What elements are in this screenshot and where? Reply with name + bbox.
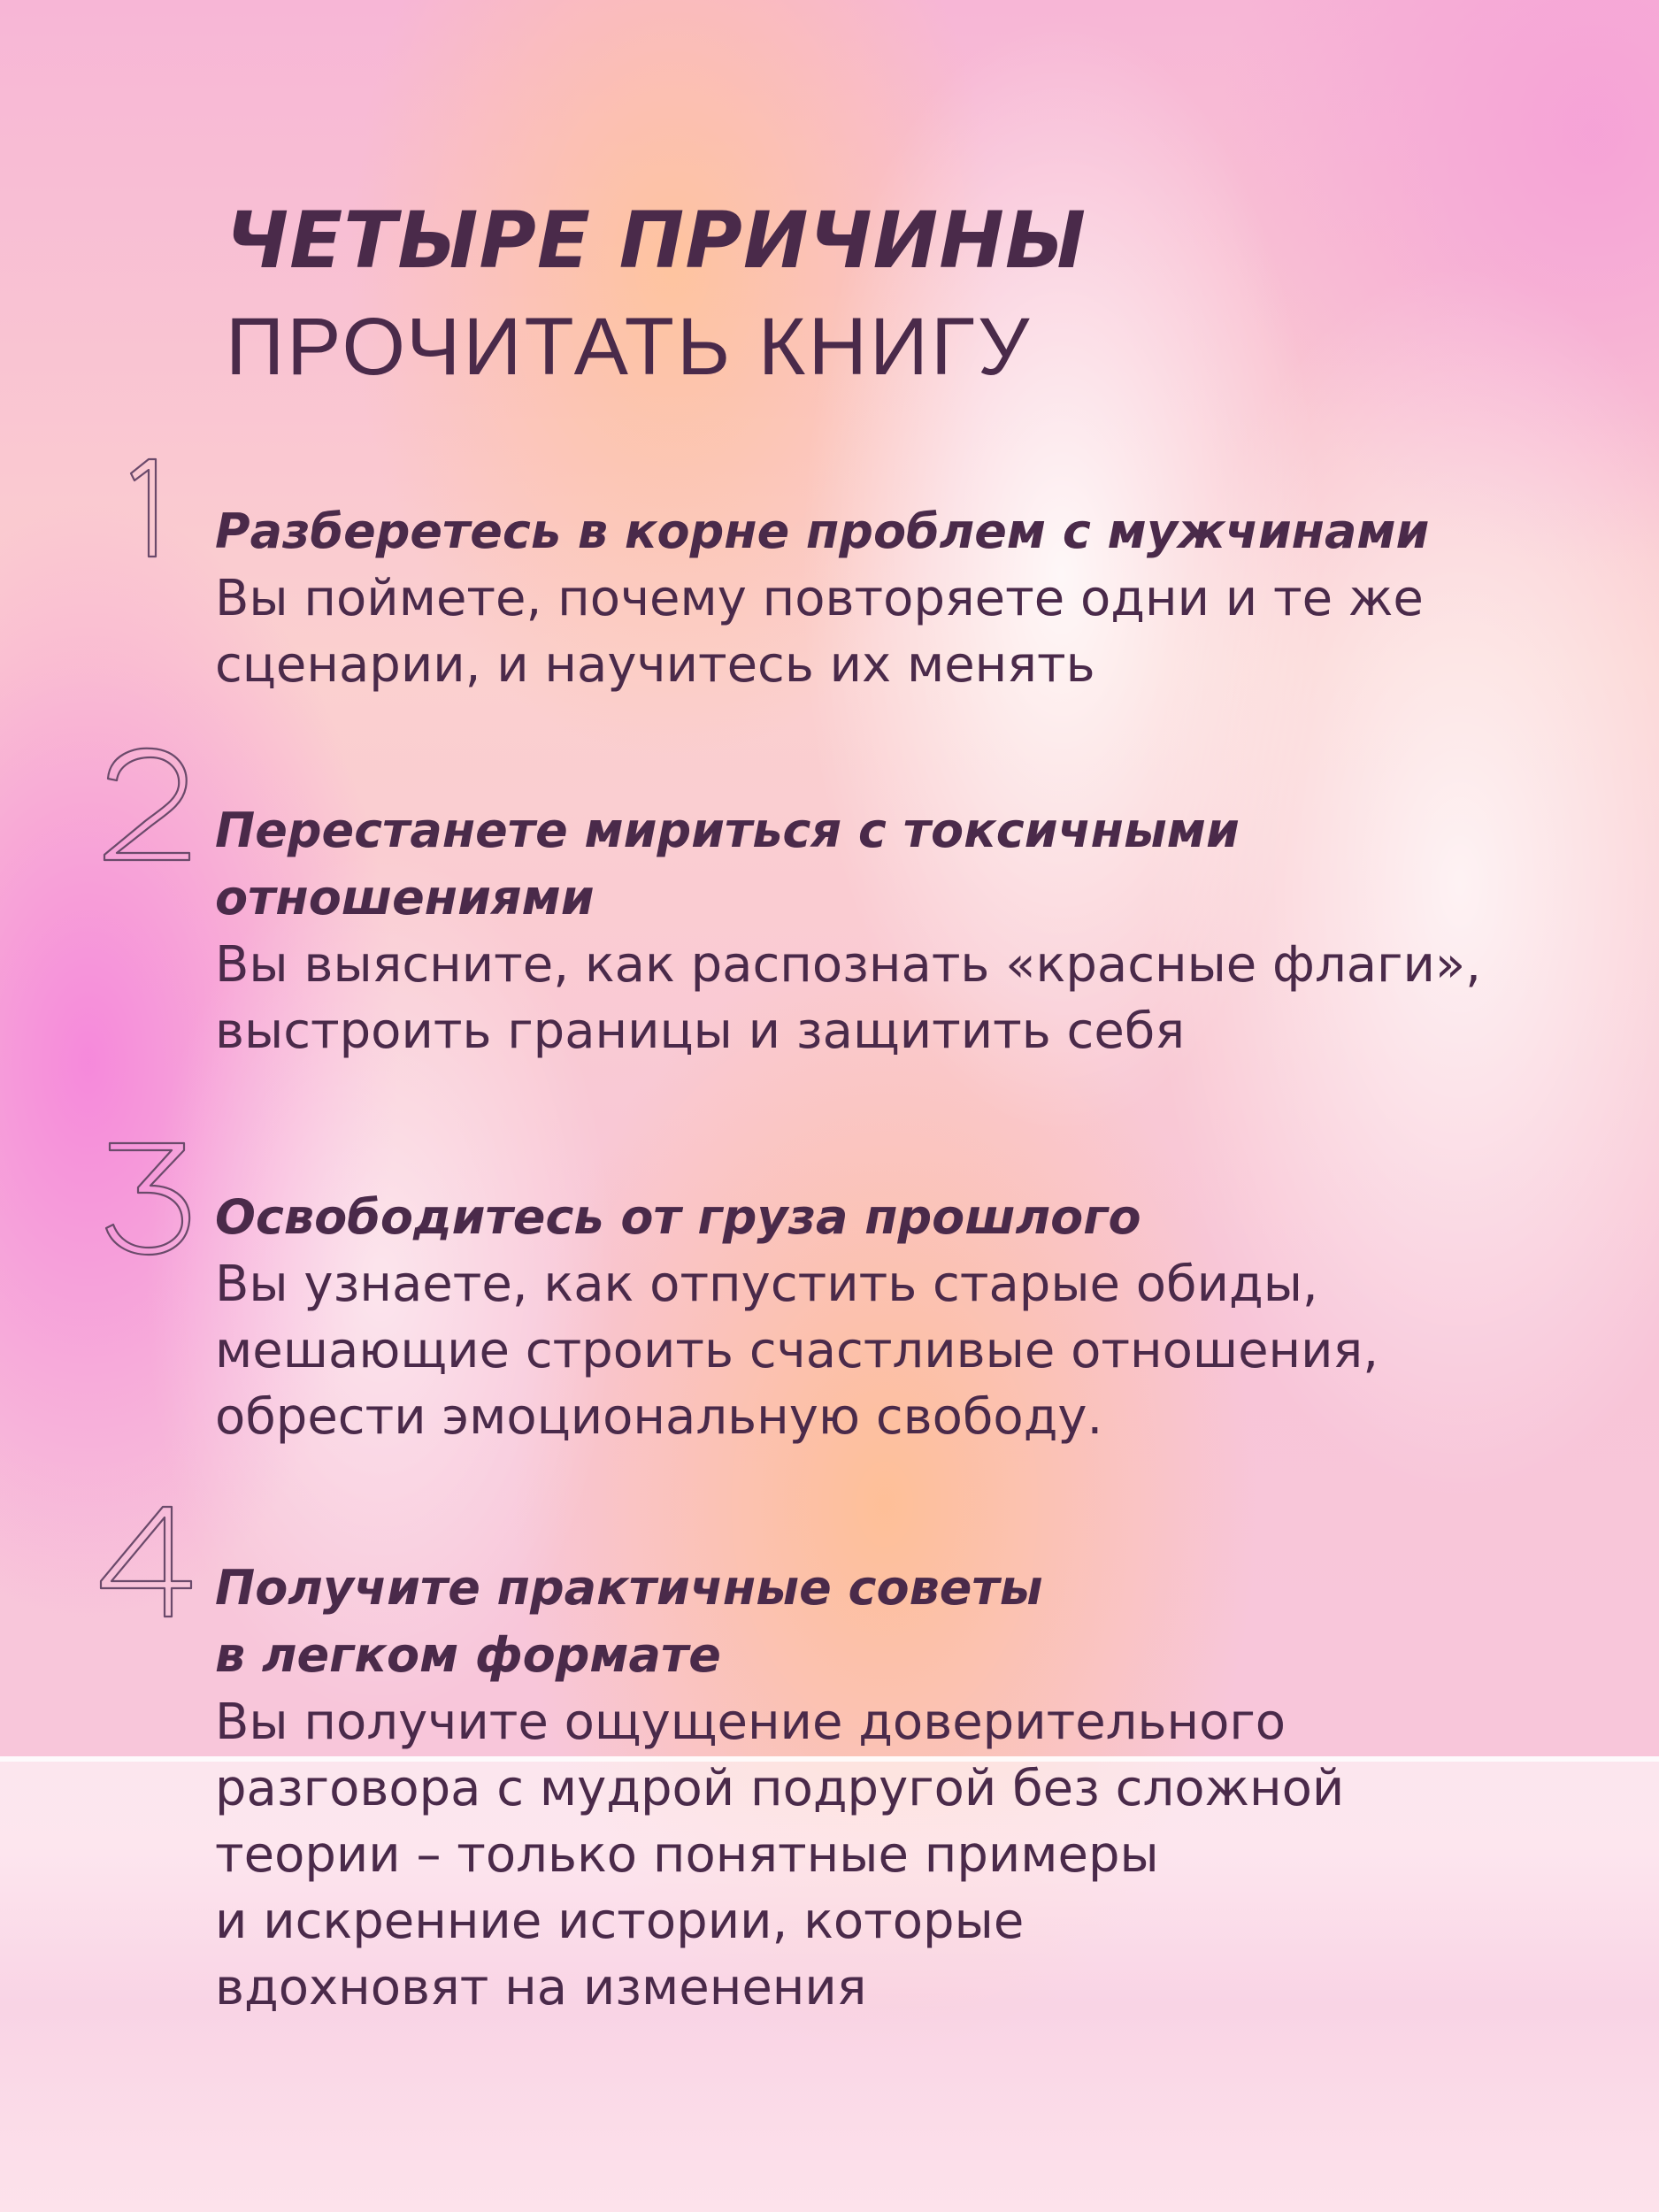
- title-line-1: ЧЕТЫРЕ ПРИЧИНЫ: [226, 195, 1087, 286]
- reason-1: [215, 498, 1631, 698]
- number-four-outline: [96, 1500, 202, 1632]
- reason-heading: Получите практичные советы в легком формате: [215, 1560, 1043, 1683]
- reason-4: [215, 1555, 1631, 2021]
- page-title: [226, 195, 1087, 392]
- number-one-icon: [97, 447, 204, 580]
- reason-text: Вы узнаете, как отпустить старые обиды, мешающие строить счастливые отношения, обрести эмоциональную свободу.: [215, 1256, 1379, 1446]
- reason-heading: Освободитесь от груза прошлого: [215, 1189, 1141, 1245]
- number-two-outline: [97, 743, 204, 876]
- title-line-2: ПРОЧИТАТЬ КНИГУ: [226, 302, 1033, 392]
- number-three-outline: [97, 1133, 204, 1265]
- reason-text: Вы поймете, почему повторяете одни и те же сценарии, и научитесь их менять: [215, 570, 1424, 694]
- reason-text: Вы получите ощущение доверительного разговора с мудрой подругой без сложной теории – только понятные примеры и искренние истории, которые вдохновят на изменения: [215, 1694, 1345, 2016]
- number-two-icon: [97, 743, 204, 876]
- reason-2: [215, 797, 1631, 1064]
- number-one-outline: [97, 447, 204, 580]
- number-four-icon: [96, 1500, 202, 1632]
- reason-text: Вы выясните, как распознать «красные флаги», выстроить границы и защитить себя: [215, 936, 1481, 1060]
- reason-3: [215, 1184, 1631, 1450]
- reason-heading: Перестанете мириться с токсичными отношениями: [215, 803, 1240, 926]
- reason-heading: Разберетесь в корне проблем с мужчинами: [215, 503, 1430, 559]
- number-three-icon: [97, 1133, 204, 1265]
